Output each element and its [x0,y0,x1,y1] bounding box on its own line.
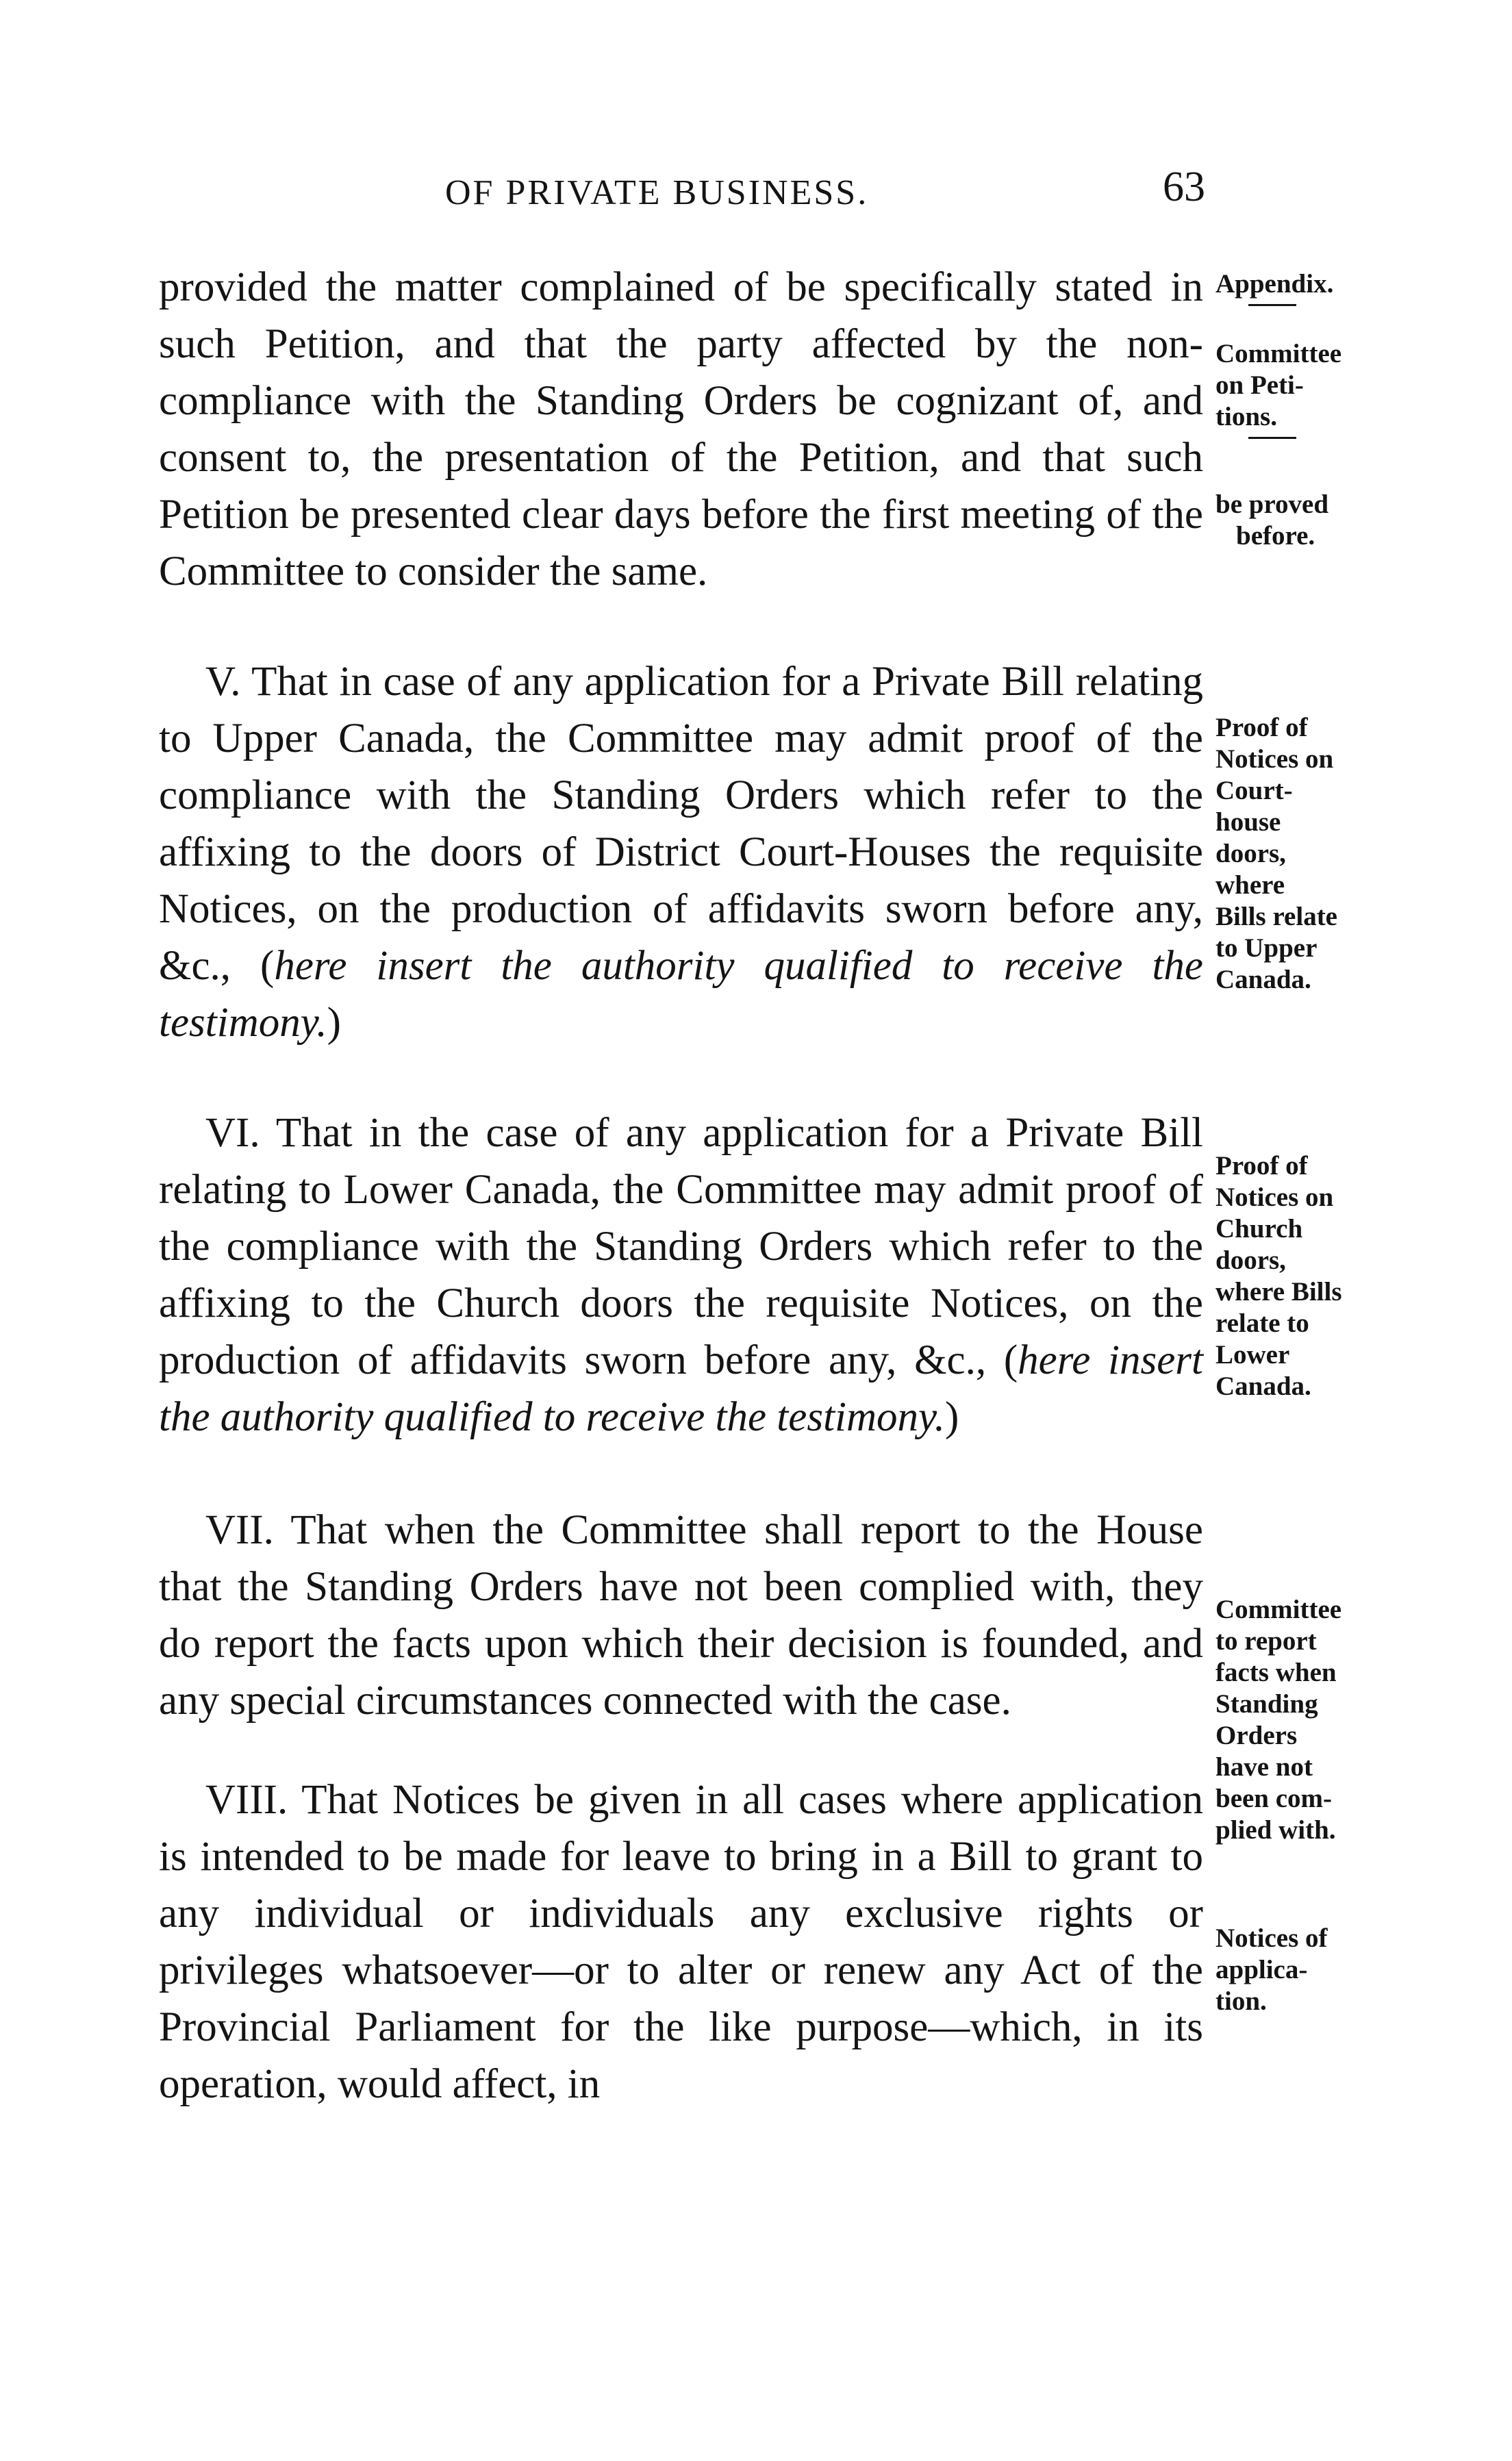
paragraph-text: That Notices be given in all cases where application is intended to be made for leave to bring in a Bill to grant to any individual or individuals any exclusive rights or privileges whatsoever—or to alter or renew any Act of the Provincial Parliament for the like purpose—which, in its operation, would affect, in [159,1777,1203,2107]
paragraph-text: provided the matter complained of be specifically stated in such Petition, and that the party affected by the non-compliance with the Standing Orders be cognizant of, and consent to, the presentation of the Petition, and that such Petition be presented clear days before the first meeting of the Committee to consider the same. [159,264,1203,594]
marginal-note-line: Canada. [1215,965,1311,994]
marginal-note-appendix [1215,268,1380,312]
paragraph-text: That when the Committee shall report to the House that the Standing Orders have not been complied with, they do report the facts upon which their decision is founded, and any special circumstances connected with the case. [159,1507,1203,1724]
marginal-note-line: Appendix. [1215,269,1334,299]
marginal-note-line: Proof of [1215,1151,1308,1181]
marginal-note-line: Notices on [1215,1183,1334,1212]
marginal-note-line: facts when [1215,1658,1337,1687]
running-head [158,163,1205,211]
paragraph-text: That in the case of any application for a Private Bill relating to Lower Canada, the Committee may admit proof of the compliance with the Standing Orders which refer to the affixing to the Church doors the requisite Notices, on the production of affidavits sworn before any, &c., ( [159,1110,1203,1383]
marginal-note-line: on Peti- [1215,370,1304,400]
paragraph-italic-note: here insert the authority qualified to receive the testimony. [159,1337,1203,1440]
marginal-note-line: applica- [1215,1955,1308,1984]
marginal-note-line: been com- [1215,1784,1333,1813]
paragraph-v [159,653,1203,1051]
marginal-note-line: Notices of [1215,1923,1328,1953]
paragraph-italic-note: here insert the authority qualified to receive the testimony. [159,943,1203,1046]
marginal-note-line: Proof of [1215,713,1308,742]
marginal-note-line: tions. [1215,402,1277,431]
marginal-note-proof-lower-canada [1215,1150,1380,1402]
paragraph-number: V. [205,659,241,705]
marginal-note-notices-application [1215,1923,1380,2017]
marginal-rule [1248,304,1296,306]
marginal-note-line: to Upper [1215,933,1318,963]
marginal-note-line: Committee [1215,339,1342,368]
marginal-note-line: relate to [1215,1309,1309,1338]
marginal-note-line: plied with. [1215,1815,1336,1845]
marginal-note-line: tion. [1215,1986,1267,2016]
marginal-note-be-proved [1215,489,1380,552]
marginal-note-line: Lower [1215,1340,1290,1370]
marginal-note-line: doors, [1215,1246,1286,1275]
marginal-rule [1248,437,1296,439]
paragraph-number: VII. [205,1507,274,1553]
marginal-note-line: before. [1236,521,1315,551]
marginal-note-line: where Bills [1215,1277,1342,1307]
marginal-note-line: Church [1215,1214,1303,1244]
marginal-note-line: Committee [1215,1595,1342,1624]
marginal-note-line: doors, [1215,839,1286,868]
paragraph-continuation [159,259,1203,600]
marginal-note-line: Standing [1215,1689,1318,1719]
marginal-note-line: have not [1215,1752,1313,1782]
marginal-note-line: Orders [1215,1721,1298,1750]
marginal-note-line: where [1215,870,1285,900]
marginal-note-line: to report [1215,1626,1317,1656]
page-number: 63 [1163,164,1205,210]
paragraph-text: That in case of any application for a Private Bill relating to Upper Canada, the Committee may admit proof of the compliance with the Standing Orders which refer to the affixing to the doors of District Court-Houses the requisite Notices, on the production of affidavits sworn before any, &c., ( [159,659,1203,989]
marginal-note-line: house [1215,807,1281,837]
running-title: OF PRIVATE BUSINESS. [445,173,869,212]
marginal-note-committee-report [1215,1594,1380,1846]
paragraph-viii [159,1771,1203,2112]
marginal-note-line: Notices on [1215,744,1334,774]
marginal-note-proof-upper-canada [1215,712,1380,996]
paragraph-close: ) [327,1000,341,1046]
marginal-note-line: be proved [1215,490,1329,519]
paragraph-number: VIII. [205,1777,288,1823]
marginal-note-line: Court- [1215,776,1293,805]
paragraph-vii [159,1502,1203,1729]
marginal-note-committee-petitions [1215,338,1380,444]
main-text [159,259,1203,2112]
marginal-note-line: Bills relate [1215,902,1337,931]
marginal-note-line: Canada. [1215,1372,1311,1401]
paragraph-vi [159,1105,1203,1446]
paragraph-number: VI. [205,1110,260,1156]
paragraph-close: ) [944,1394,959,1440]
